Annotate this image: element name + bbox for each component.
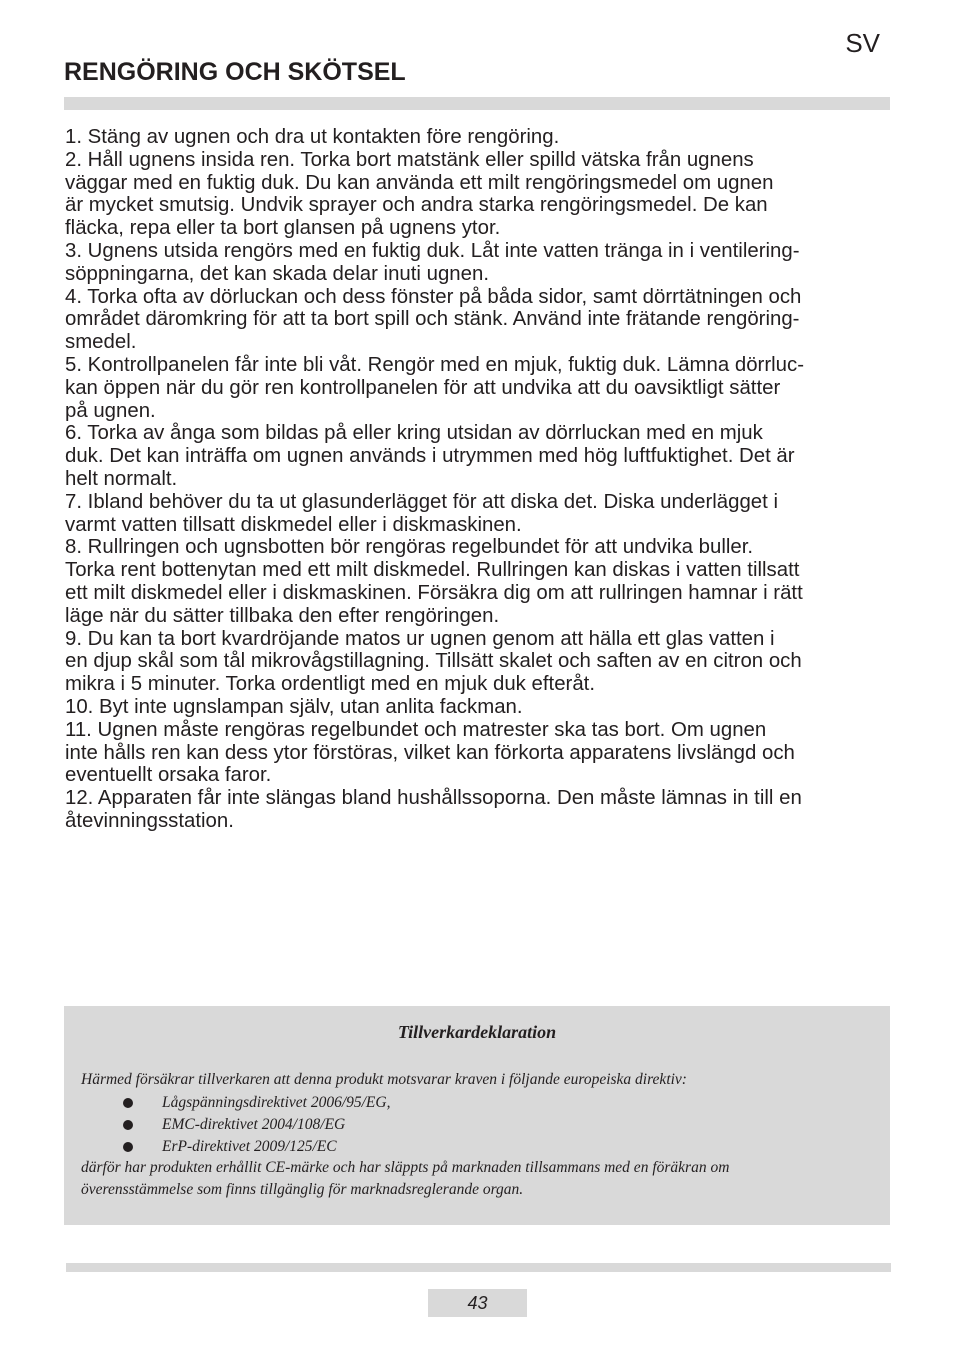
instruction-line: 8. Rullringen och ugnsbotten bör rengöras regelbundet för att undvika buller. [65, 536, 754, 559]
instruction-line: fläcka, repa eller ta bort glansen på ugnens ytor. [65, 217, 501, 240]
declaration-intro: Härmed försäkrar tillverkaren att denna produkt motsvarar kraven i följande europeiska direktiv: [81, 1071, 687, 1088]
declaration-outro-line: därför har produkten erhållit CE-märke och har släppts på marknaden tillsammans med en föräkran om [81, 1159, 730, 1176]
instruction-line: smedel. [65, 331, 137, 354]
directive-item [122, 1114, 390, 1136]
instruction-line: Torka rent bottenytan med ett milt diskmedel. Rullringen kan diskas i vatten tillsatt [65, 559, 800, 582]
instruction-line: 1. Stäng av ugnen och dra ut kontakten före rengöring. [65, 126, 560, 148]
instruction-line: mikra i 5 minuter. Torka ordentligt med en mjuk duk efteråt. [65, 673, 596, 696]
instruction-line: 3. Ugnens utsida rengörs med en fuktig duk. Låt inte vatten tränga in i ventilering- [65, 239, 800, 262]
directive-list [122, 1092, 390, 1158]
bullet-icon [123, 1142, 133, 1152]
page-number: 43 [428, 1289, 527, 1317]
instruction-line: 11. Ugnen måste rengöras regelbundet och matrester ska tas bort. Om ugnen [65, 718, 767, 741]
instruction-line: på ugnen. [65, 399, 156, 422]
instruction-line: 2. Håll ugnens insida ren. Torka bort matstänk eller spilld vätska från ugnens [65, 148, 754, 171]
instruction-line: 10. Byt inte ugnslampan själv, utan anlita fackman. [65, 695, 523, 718]
instruction-line: läge när du sätter tillbaka den efter rengöringen. [65, 604, 500, 627]
declaration-title: Tillverkardeklaration [397, 1022, 557, 1042]
instruction-line: 4. Torka ofta av dörluckan och dess fönster på båda sidor, samt dörrtätningen och [65, 285, 802, 308]
instruction-line: området däromkring för att ta bort spill och stänk. Använd inte frätande rengöring- [65, 308, 800, 331]
instruction-line: väggar med en fuktig duk. Du kan använda ett milt rengöringsmedel om ugnen [65, 171, 774, 194]
instruction-line: 12. Apparaten får inte slängas bland hushållssoporna. Den måste lämnas in till en [65, 787, 802, 810]
section-title: RENGÖRING OCH SKÖTSEL [64, 58, 406, 86]
instruction-line: 9. Du kan ta bort kvardröjande matos ur ugnen genom att hälla ett glas vatten i [65, 627, 775, 650]
instruction-line: inte hålls ren kan dess ytor förstöras, vilket kan förkorta apparatens livslängd och [65, 741, 795, 764]
footer-divider [66, 1263, 891, 1272]
manufacturer-declaration-box [64, 1006, 890, 1225]
directive-item [122, 1092, 390, 1114]
declaration-outro [81, 1157, 881, 1201]
directive-text: ErP-direktivet 2009/125/EC [162, 1138, 337, 1155]
instruction-line: söppningarna, det kan skada delar inuti ugnen. [65, 262, 489, 285]
language-code: SV [845, 28, 880, 58]
instruction-line: kan öppen när du gör ren kontrollpanelen för att undvika att du oavsiktligt sätter [65, 376, 781, 399]
instruction-line: en djup skål som tål mikrovågstillagning. Tillsätt skalet och saften av en citron och [65, 650, 802, 673]
instruction-line: varmt vatten tillsatt diskmedel eller i diskmaskinen. [65, 513, 522, 536]
instruction-line: duk. Det kan inträffa om ugnen används i utrymmen med hög luftfuktighet. Det är [65, 445, 795, 468]
instruction-line: 7. Ibland behöver du ta ut glasunderlägget för att diska det. Diska underlägget i [65, 490, 779, 513]
instruction-line: åtevinningsstation. [65, 809, 234, 832]
directive-text: EMC-direktivet 2004/108/EG [162, 1116, 346, 1133]
directive-item [122, 1136, 390, 1158]
cleaning-instructions [65, 126, 893, 833]
bullet-icon [123, 1098, 133, 1108]
bullet-icon [123, 1120, 133, 1130]
directive-text: Lågspänningsdirektivet 2006/95/EG, [162, 1094, 391, 1111]
instruction-line: eventuellt orsaka faror. [65, 764, 272, 787]
instruction-line: ett milt diskmedel eller i diskmaskinen. Försäkra dig om att rullringen hamnar i rätt [65, 581, 803, 604]
instruction-line: 5. Kontrollpanelen får inte bli våt. Rengör med en mjuk, fuktig duk. Lämna dörrluc- [65, 353, 804, 376]
instruction-line: är mycket smutsig. Undvik sprayer och andra starka rengöringsmedel. De kan [65, 194, 768, 217]
declaration-outro-line: överensstämmelse som finns tillgänglig för marknadsreglerande organ. [81, 1181, 524, 1198]
instruction-line: 6. Torka av ånga som bildas på eller kring utsidan av dörrluckan med en mjuk [65, 422, 763, 445]
header-divider [64, 97, 890, 110]
instruction-line: helt normalt. [65, 467, 178, 490]
